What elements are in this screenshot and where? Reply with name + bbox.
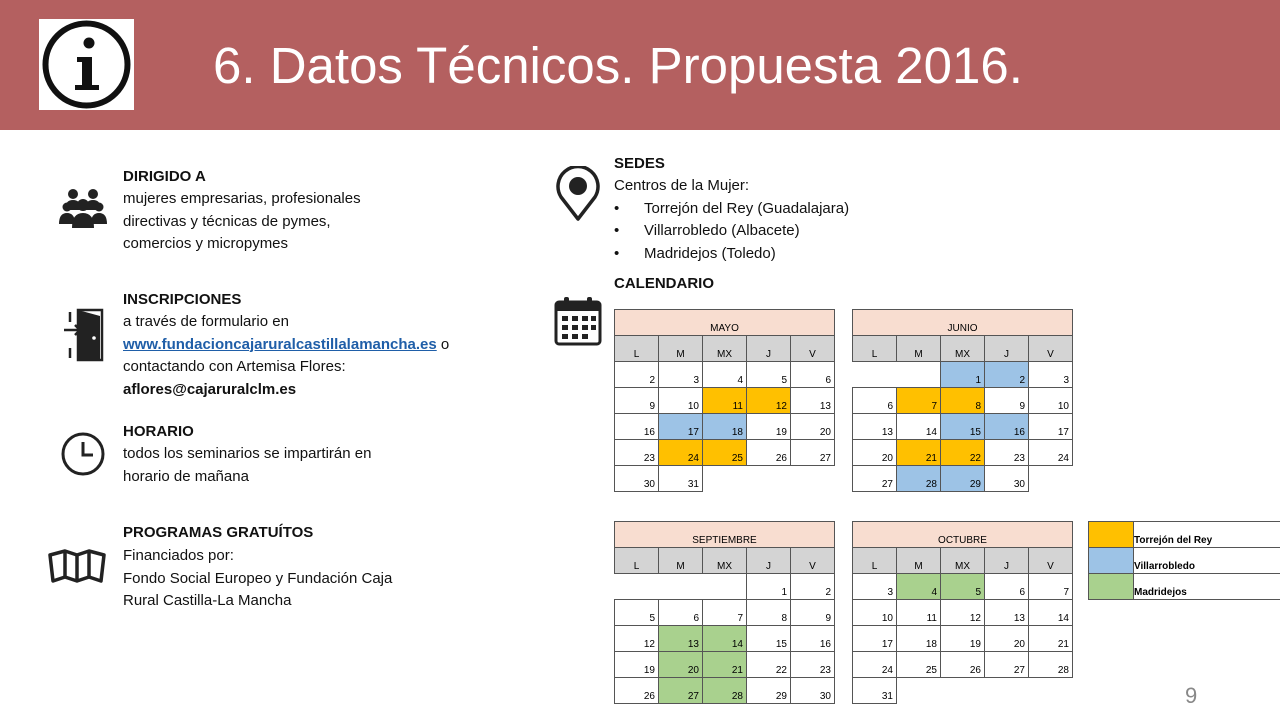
weekday-header: L — [852, 547, 897, 574]
weekday-header: J — [746, 335, 791, 362]
calendar-day: 10 — [852, 599, 897, 626]
inscripciones-line: a través de formulario en — [123, 313, 289, 330]
calendar-day: 30 — [984, 465, 1029, 492]
calendar-day: 15 — [746, 625, 791, 652]
weekday-header: MX — [940, 335, 985, 362]
calendar-day: 2 — [614, 361, 659, 388]
calendar-day: 16 — [790, 625, 835, 652]
calendar-day: 14 — [702, 625, 747, 652]
calendar-day: 18 — [896, 625, 941, 652]
calendar-day: 22 — [940, 439, 985, 466]
calendar-day: 13 — [790, 387, 835, 414]
programas-text — [123, 545, 392, 613]
weekday-header: J — [984, 335, 1029, 362]
dirigido-line: directivas y técnicas de pymes, — [123, 212, 331, 230]
calendar-day: 8 — [940, 387, 985, 414]
calendar-day: 27 — [852, 465, 897, 492]
calendar-day: 27 — [658, 677, 703, 704]
month-header: MAYO — [614, 309, 835, 336]
calendar-day: 23 — [614, 439, 659, 466]
programas-line: Financiados por: — [123, 547, 234, 564]
calendar-day: 1 — [940, 361, 985, 388]
programas-title: PROGRAMAS GRATUÍTOS — [123, 524, 314, 541]
calendar-day: 12 — [614, 625, 659, 652]
weekday-header: M — [896, 547, 941, 574]
weekday-header: MX — [940, 547, 985, 574]
calendar-day: 16 — [614, 413, 659, 440]
page-title: 6. Datos Técnicos. Propuesta 2016. — [213, 37, 1023, 94]
legend-swatch — [1088, 521, 1134, 548]
calendar-day: 12 — [746, 387, 791, 414]
calendar-icon — [553, 295, 603, 352]
calendar-day: 9 — [614, 387, 659, 414]
calendar-day: 16 — [984, 413, 1029, 440]
dirigido-text — [123, 188, 361, 256]
contact-email: aflores@cajaruralclm.es — [123, 380, 297, 398]
calendar-day: 13 — [852, 413, 897, 440]
programas-line: Fondo Social Europeo y Fundación Caja — [123, 569, 393, 587]
door-entry-icon — [64, 308, 108, 367]
calendar-day: 30 — [614, 465, 659, 492]
weekday-header: L — [852, 335, 897, 362]
inscripciones-link-line — [123, 334, 449, 357]
legend-swatch — [1088, 547, 1134, 574]
group-people-icon — [59, 186, 107, 235]
map-icon — [47, 549, 107, 590]
calendar-day: 4 — [896, 573, 941, 600]
calendar-day: 13 — [658, 625, 703, 652]
calendar-day: 19 — [614, 651, 659, 678]
calendar-day: 21 — [702, 651, 747, 678]
legend-label: Torrejón del Rey — [1132, 521, 1280, 548]
calendar-day: 23 — [790, 651, 835, 678]
calendar-day: 17 — [658, 413, 703, 440]
calendar-day: 23 — [984, 439, 1029, 466]
calendar-day: 26 — [746, 439, 791, 466]
calendar-day: 5 — [614, 599, 659, 626]
calendar-day: 19 — [940, 625, 985, 652]
header-bar — [0, 0, 1280, 130]
horario-line: horario de mañana — [123, 467, 249, 485]
dirigido-title: DIRIGIDO A — [123, 168, 206, 185]
calendar-day: 24 — [658, 439, 703, 466]
calendar-day: 6 — [790, 361, 835, 388]
month-header: OCTUBRE — [852, 521, 1073, 548]
calendar-day: 5 — [940, 573, 985, 600]
calendar-day: 28 — [702, 677, 747, 704]
sedes-list — [614, 198, 849, 266]
dirigido-line: mujeres empresarias, profesionales — [123, 190, 361, 207]
calendar-day: 25 — [702, 439, 747, 466]
calendar-day: 20 — [790, 413, 835, 440]
month-header: SEPTIEMBRE — [614, 521, 835, 548]
horario-text — [123, 443, 371, 488]
calendar-day: 14 — [1028, 599, 1073, 626]
calendar-day: 3 — [658, 361, 703, 388]
calendar-day: 28 — [1028, 651, 1073, 678]
calendar-day: 25 — [896, 651, 941, 678]
calendar-day: 30 — [790, 677, 835, 704]
legend-swatch — [1088, 573, 1134, 600]
weekday-header: J — [746, 547, 791, 574]
calendario-title: CALENDARIO — [614, 275, 714, 292]
inscripciones-link[interactable]: www.fundacioncajaruralcastillalamancha.es — [123, 335, 437, 353]
horario-title: HORARIO — [123, 423, 194, 440]
calendar-day: 21 — [1028, 625, 1073, 652]
calendar-day: 5 — [746, 361, 791, 388]
weekday-header: J — [984, 547, 1029, 574]
inscripciones-title: INSCRIPCIONES — [123, 291, 242, 308]
calendar-day: 31 — [852, 677, 897, 704]
calendar-day: 14 — [896, 413, 941, 440]
weekday-header: M — [658, 335, 703, 362]
sedes-title: SEDES — [614, 155, 665, 172]
page-number: 9 — [1185, 683, 1198, 708]
month-header: JUNIO — [852, 309, 1073, 336]
legend-label: Madridejos — [1132, 573, 1280, 600]
calendar-day: 2 — [984, 361, 1029, 388]
calendar-day: 15 — [940, 413, 985, 440]
calendar-day: 2 — [790, 573, 835, 600]
calendar-day: 24 — [1028, 439, 1073, 466]
calendar-day: 12 — [940, 599, 985, 626]
weekday-header: V — [790, 335, 835, 362]
weekday-header: V — [1028, 335, 1073, 362]
calendar-day: 24 — [852, 651, 897, 678]
calendar-day: 7 — [896, 387, 941, 414]
clock-icon — [60, 431, 106, 482]
calendar-day: 17 — [1028, 413, 1073, 440]
inscripciones-link-suffix: o — [436, 335, 450, 353]
calendar-day: 9 — [984, 387, 1029, 414]
calendar-day: 28 — [896, 465, 941, 492]
location-pin-icon — [553, 166, 603, 227]
calendar-day: 17 — [852, 625, 897, 652]
weekday-header: MX — [702, 335, 747, 362]
calendar-day: 27 — [984, 651, 1029, 678]
calendar-day: 20 — [984, 625, 1029, 652]
calendar-day: 27 — [790, 439, 835, 466]
sedes-text — [614, 175, 849, 265]
calendar-day: 7 — [1028, 573, 1073, 600]
weekday-header: V — [1028, 547, 1073, 574]
weekday-header: MX — [702, 547, 747, 574]
calendar-day: 11 — [896, 599, 941, 626]
weekday-header: L — [614, 335, 659, 362]
calendar-day: 18 — [702, 413, 747, 440]
calendar-day: 6 — [984, 573, 1029, 600]
weekday-header: M — [658, 547, 703, 574]
calendar-day: 4 — [702, 361, 747, 388]
calendar-day: 13 — [984, 599, 1029, 626]
calendar-day: 8 — [746, 599, 791, 626]
calendar-day: 29 — [940, 465, 985, 492]
calendar-day: 3 — [1028, 361, 1073, 388]
info-icon — [39, 19, 134, 110]
calendar-day: 26 — [940, 651, 985, 678]
calendar-day: 7 — [702, 599, 747, 626]
weekday-header: V — [790, 547, 835, 574]
sede-item: • Madridejos (Toledo) — [614, 243, 849, 266]
calendar-day: 29 — [746, 677, 791, 704]
programas-line: Rural Castilla-La Mancha — [123, 592, 292, 609]
calendar-day: 10 — [1028, 387, 1073, 414]
calendar-day: 21 — [896, 439, 941, 466]
calendar-day: 26 — [614, 677, 659, 704]
legend-label: Villarrobledo — [1132, 547, 1280, 574]
calendar-day: 19 — [746, 413, 791, 440]
sede-item: • Torrejón del Rey (Guadalajara) — [614, 198, 849, 221]
calendar-day: 6 — [852, 387, 897, 414]
inscripciones-line: contactando con Artemisa Flores: — [123, 358, 346, 375]
horario-line: todos los seminarios se impartirán en — [123, 445, 372, 462]
dirigido-line: comercios y micropymes — [123, 235, 289, 252]
inscripciones-text — [123, 311, 449, 401]
calendar-day: 20 — [658, 651, 703, 678]
calendar-day: 11 — [702, 387, 747, 414]
calendar-day: 3 — [852, 573, 897, 600]
calendar-day: 6 — [658, 599, 703, 626]
sede-item: • Villarrobledo (Albacete) — [614, 220, 849, 243]
sedes-subtitle: Centros de la Mujer: — [614, 177, 750, 194]
calendar-day: 9 — [790, 599, 835, 626]
calendar-day: 1 — [746, 573, 791, 600]
calendar-day: 22 — [746, 651, 791, 678]
weekday-header: L — [614, 547, 659, 574]
weekday-header: M — [896, 335, 941, 362]
calendar-day: 10 — [658, 387, 703, 414]
calendar-day: 20 — [852, 439, 897, 466]
calendar-day: 31 — [658, 465, 703, 492]
